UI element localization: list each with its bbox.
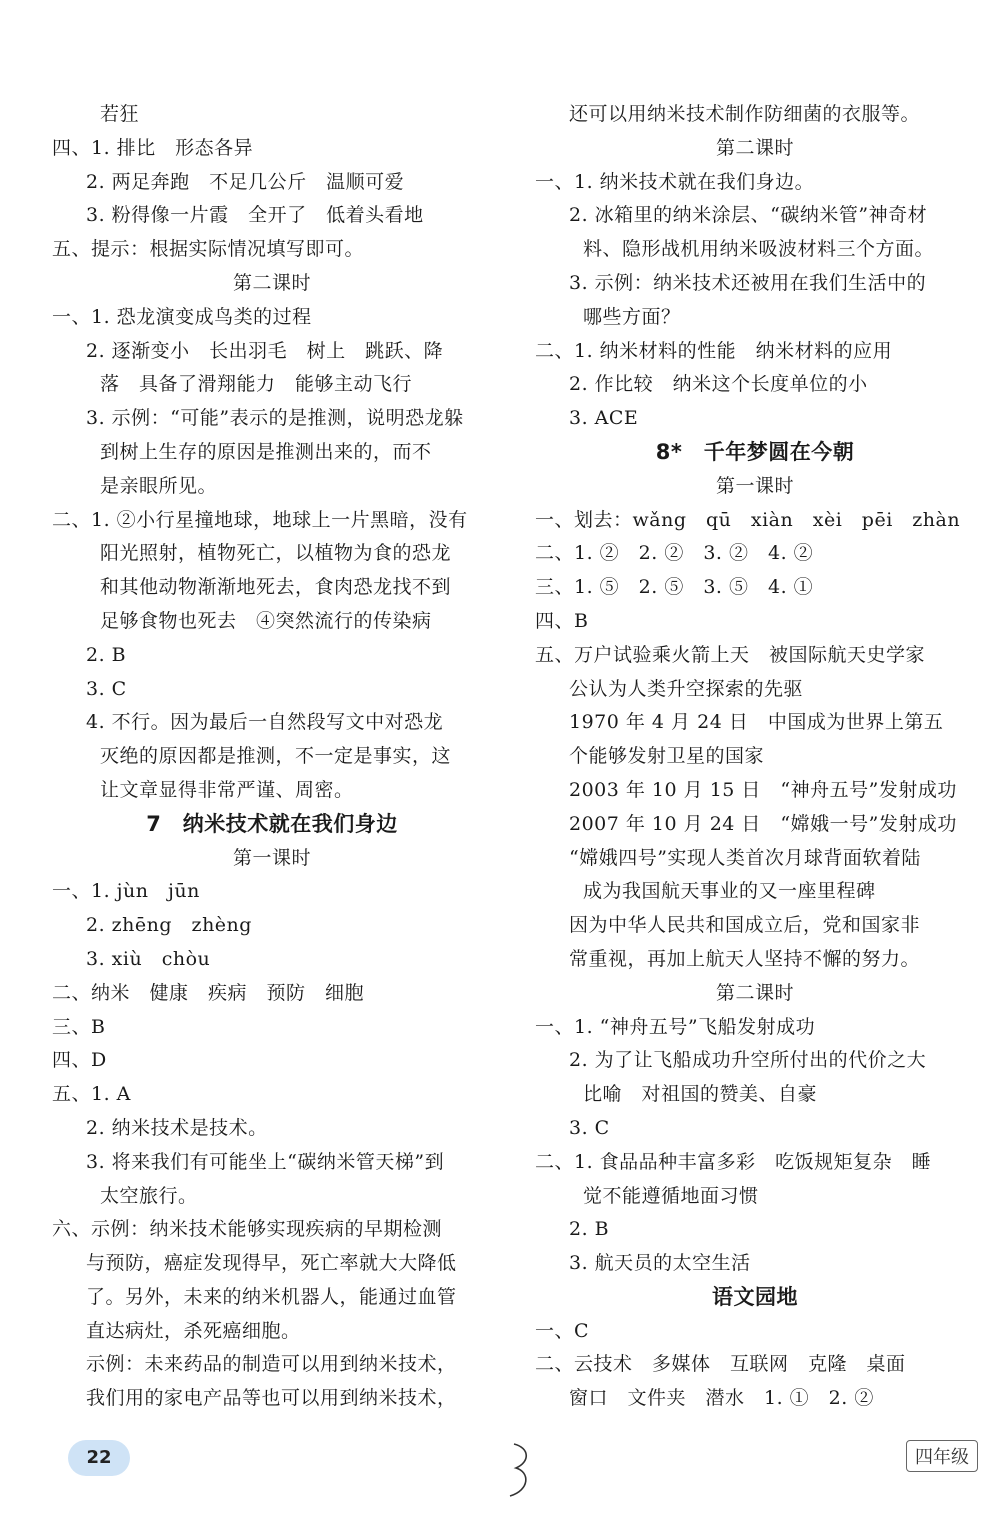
answer-line: 2. 作比较 纳米这个长度单位的小 [569, 373, 868, 396]
answer-line: 3. 粉得像一片霞 全开了 低着头看地 [86, 204, 424, 227]
answer-line: 和其他动物渐渐地死去，食肉恐龙找不到 [100, 576, 452, 599]
answer-line: 3. C [569, 1116, 610, 1139]
answer-line: 2. 纳米技术是技术。 [86, 1116, 268, 1139]
left-column [52, 98, 492, 1416]
answer-line: 2. 为了让飞船成功升空所付出的代价之大 [569, 1049, 927, 1072]
answer-line: 比喻 对祖国的赞美、自豪 [583, 1083, 818, 1106]
answer-line: 3. 将来我们有可能坐上“碳纳米管天梯”到 [86, 1150, 445, 1173]
answer-line: 五、提示：根据实际情况填写即可。 [52, 238, 365, 261]
answer-line: 一、1. 恐龙演变成鸟类的过程 [52, 305, 312, 328]
answer-line: 2. 冰箱里的纳米涂层、“碳纳米管”神奇材 [569, 204, 928, 227]
answer-line: 3. C [86, 677, 127, 700]
answer-line: 四、D [52, 1049, 107, 1072]
answer-line: 了。另外，未来的纳米机器人，能通过血管 [86, 1285, 457, 1308]
answer-line: 灭绝的原因都是推测，不一定是事实，这 [100, 745, 452, 768]
answer-line: 二、1. ②小行星撞地球，地球上一片黑暗，没有 [52, 508, 468, 531]
answer-line: 五、1. A [52, 1083, 131, 1106]
answer-line: 五、万户试验乘火箭上天 被国际航天史学家 [535, 643, 926, 666]
right-column [535, 98, 975, 1416]
answer-line: 窗口 文件夹 潜水 1. ① 2. ② [569, 1387, 874, 1410]
page-number: 22 [68, 1440, 130, 1476]
answer-line: 是亲眼所见。 [100, 474, 218, 497]
answer-line: 三、B [52, 1015, 106, 1038]
answer-line: 直达病灶，杀死癌细胞。 [86, 1319, 301, 1342]
answer-line: 成为我国航天事业的又一座里程碑 [583, 880, 876, 903]
answer-line: 二、1. 食品品种丰富多彩 吃饭规矩复杂 睡 [535, 1150, 932, 1173]
answer-line: 2. B [86, 643, 127, 666]
answer-line: 2. 逐渐变小 长出羽毛 树上 跳跃、降 [86, 339, 444, 362]
answer-line: 个能够发射卫星的国家 [569, 745, 765, 768]
answer-line: 落 具备了滑翔能力 能够主动飞行 [100, 373, 413, 396]
answer-line: 常重视，再加上航天人坚持不懈的努力。 [569, 947, 921, 970]
lesson-heading: 第一课时 [715, 474, 794, 497]
answer-line: 示例：未来药品的制造可以用到纳米技术， [86, 1353, 457, 1376]
answer-line: 三、1. ⑤ 2. ⑤ 3. ⑤ 4. ① [535, 576, 814, 599]
answer-line: 到树上生存的原因是推测出来的，而不 [100, 440, 432, 463]
answer-line: 一、划去：wǎng qū xiàn xèi pēi zhàn [535, 508, 961, 531]
section-title: 8* 千年梦圆在今朝 [655, 439, 855, 464]
answer-line: 一、1. 纳米技术就在我们身边。 [535, 170, 815, 193]
answer-line: 2. zhēng zhèng [86, 914, 252, 937]
answer-line: 二、云技术 多媒体 互联网 克隆 桌面 [535, 1353, 906, 1376]
answer-line: 4. 不行。因为最后一自然段写文中对恐龙 [86, 711, 444, 734]
answer-line: 2007 年 10 月 24 日 “嫦娥一号”发射成功 [569, 812, 957, 835]
section-title: 语文园地 [712, 1284, 798, 1309]
lesson-heading: 第二课时 [232, 271, 311, 294]
answer-line: 二、1. ② 2. ② 3. ② 4. ② [535, 542, 814, 565]
answer-line: 1970 年 4 月 24 日 中国成为世界上第五 [569, 711, 944, 734]
answer-line: 还可以用纳米技术制作防细菌的衣服等。 [569, 103, 921, 125]
answer-line: 二、1. 纳米材料的性能 纳米材料的应用 [535, 339, 893, 362]
answer-line: 我们用的家电产品等也可以用到纳米技术， [86, 1387, 457, 1410]
lesson-heading: 第二课时 [715, 136, 794, 159]
answer-line: 足够食物也死去 ④突然流行的传染病 [100, 609, 432, 632]
answer-line: 公认为人类升空探索的先驱 [569, 677, 804, 700]
answer-line: 3. ACE [569, 407, 639, 430]
answer-line: 让文章显得非常严谨、周密。 [100, 778, 354, 801]
answer-line: 一、1. “神舟五号”飞船发射成功 [535, 1015, 816, 1038]
answer-line: 料、隐形战机用纳米吸波材料三个方面。 [583, 238, 935, 261]
answer-line: 四、1. 排比 形态各异 [52, 136, 254, 159]
answer-line: 二、纳米 健康 疾病 预防 细胞 [52, 981, 365, 1004]
section-title: 7 纳米技术就在我们身边 [146, 811, 398, 836]
answer-line: 哪些方面？ [583, 305, 681, 328]
answer-line: 3. 示例：纳米技术还被用在我们生活中的 [569, 271, 927, 294]
lesson-heading: 第二课时 [715, 981, 794, 1004]
answer-line: 与预防，癌症发现得早，死亡率就大大降低 [86, 1252, 457, 1275]
answer-line: 阳光照射，植物死亡，以植物为食的恐龙 [100, 542, 452, 565]
answer-line: 2. B [569, 1218, 610, 1241]
answer-line: 3. 航天员的太空生活 [569, 1252, 751, 1275]
answer-line: 觉不能遵循地面习惯 [583, 1184, 759, 1207]
answer-line: 一、1. jùn jūn [52, 880, 200, 903]
answer-line: 2. 两足奔跑 不足几公斤 温顺可爱 [86, 170, 405, 193]
answer-line: 四、B [535, 609, 589, 632]
answer-line: 一、C [535, 1319, 590, 1342]
answer-line: 3. xiù chòu [86, 947, 211, 970]
grade-label: 四年级 [906, 1440, 978, 1472]
lesson-heading: 第一课时 [232, 846, 311, 869]
pen-mark-icon [500, 1440, 540, 1500]
answer-line: 若狂 [100, 103, 140, 125]
answer-line: 3. 示例：“可能”表示的是推测，说明恐龙躲 [86, 407, 464, 430]
answer-line: 因为中华人民共和国成立后，党和国家非 [569, 914, 921, 937]
answer-line: 六、示例：纳米技术能够实现疾病的早期检测 [52, 1218, 443, 1241]
answer-line: 太空旅行。 [100, 1184, 198, 1207]
answer-line: 2003 年 10 月 15 日 “神舟五号”发射成功 [569, 778, 957, 801]
answer-line: “嫦娥四号”实现人类首次月球背面软着陆 [569, 846, 921, 869]
